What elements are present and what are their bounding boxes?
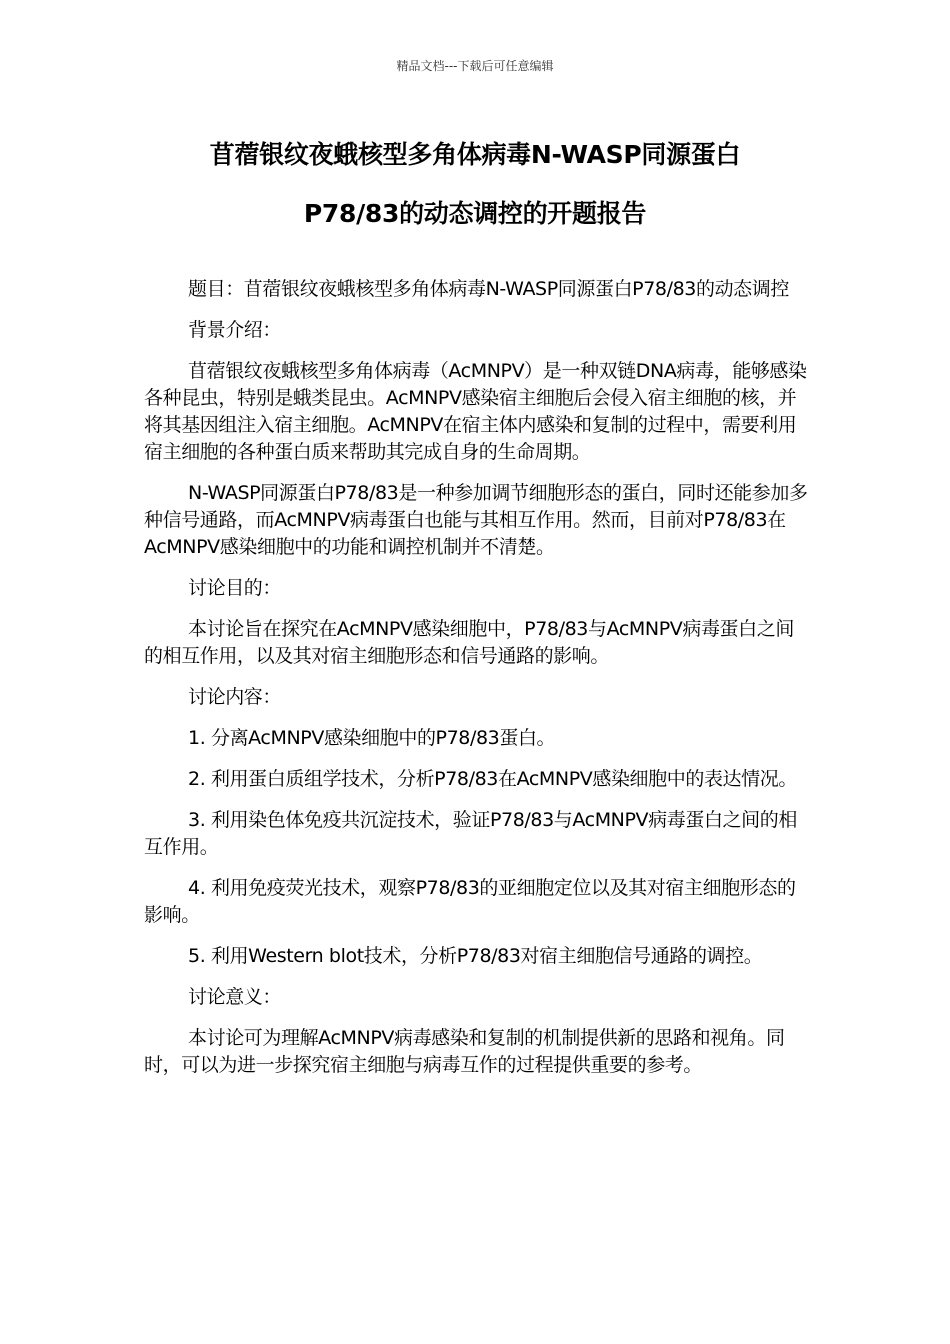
list-item-content-2: 2. 利用蛋白质组学技术，分析P78/83在AcMNPV感染细胞中的表达情况。 — [188, 768, 797, 790]
list-item-content-5: 5. 利用Western blot技术，分析P78/83对宿主细胞信号通路的调控。 — [188, 945, 763, 967]
document-title-line-2: P78/83的动态调控的开题报告 — [303, 199, 647, 228]
list-item-content-1: 1. 分离AcMNPV感染细胞中的P78/83蛋白。 — [188, 727, 556, 749]
list-item-content-3: 3. 利用染色体免疫共沉淀技术，验证P78/83与AcMNPV病毒蛋白之间的相互作用。 — [144, 809, 797, 858]
paragraph-topic: 题目：苜蓿银纹夜蛾核型多角体病毒N-WASP同源蛋白P78/83的动态调控 — [188, 278, 789, 300]
paragraph-purpose: 本讨论旨在探究在AcMNPV感染细胞中，P78/83与AcMNPV病毒蛋白之间的相互作用，以及其对宿主细胞形态和信号通路的影响。 — [144, 618, 794, 667]
paragraph-background-1: 苜蓿银纹夜蛾核型多角体病毒（AcMNPV）是一种双链DNA病毒，能够感染各种昆虫，特别是蛾类昆虫。AcMNPV感染宿主细胞后会侵入宿主细胞的核，并将其基因组注入宿主细胞。AcMNPV在宿主体内感染和复制的过程中，需要利用宿主细胞的各种蛋白质来帮助其完成自身的生命周期。 — [144, 360, 807, 463]
header-watermark: 精品文档---下载后可任意编辑 — [396, 59, 554, 73]
document-title-line-1: 苜蓿银纹夜蛾核型多角体病毒N-WASP同源蛋白 — [209, 140, 741, 169]
paragraph-significance: 本讨论可为理解AcMNPV病毒感染和复制的机制提供新的思路和视角。同时，可以为进一步探究宿主细胞与病毒互作的过程提供重要的参考。 — [144, 1027, 785, 1076]
heading-background: 背景介绍： — [188, 319, 282, 341]
heading-content: 讨论内容： — [188, 686, 282, 708]
paragraph-background-2: N-WASP同源蛋白P78/83是一种参加调节细胞形态的蛋白，同时还能参加多种信号通路，而AcMNPV病毒蛋白也能与其相互作用。然而，目前对P78/83在AcMNPV感染细胞中的功能和调控机制并不清楚。 — [144, 482, 808, 558]
heading-significance: 讨论意义： — [188, 986, 282, 1008]
list-item-content-4: 4. 利用免疫荧光技术，观察P78/83的亚细胞定位以及其对宿主细胞形态的影响。 — [144, 877, 796, 926]
document-body — [144, 276, 808, 1093]
heading-purpose: 讨论目的： — [188, 577, 282, 599]
